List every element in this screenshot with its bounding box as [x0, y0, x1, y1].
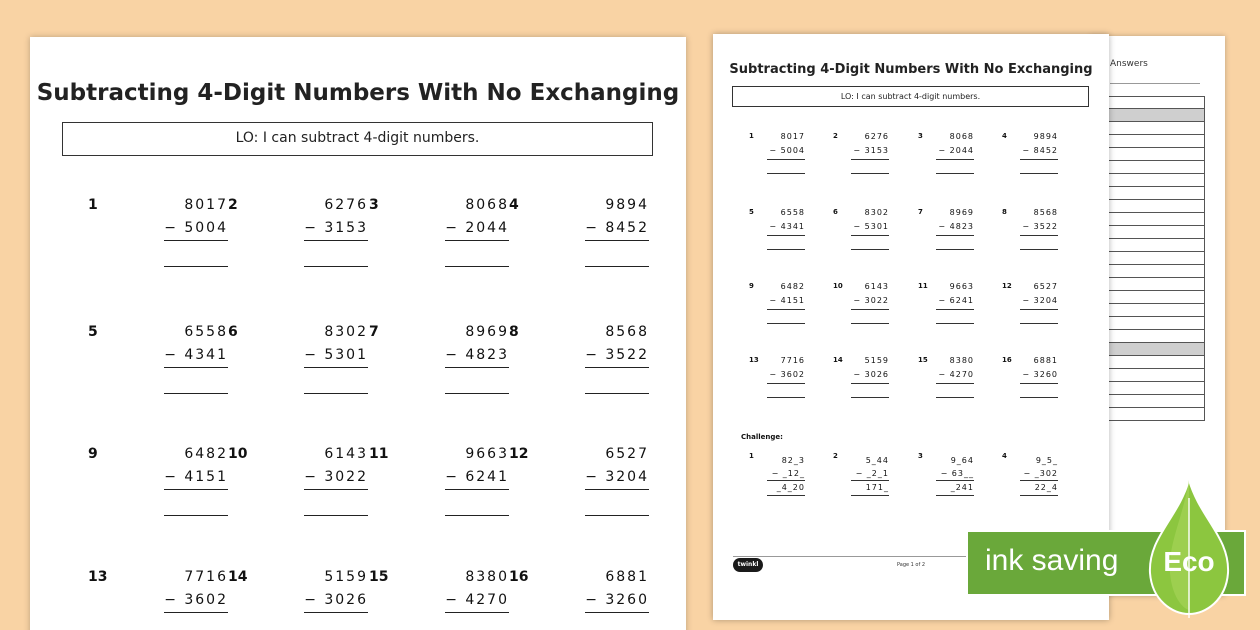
preview-answer-line	[1020, 309, 1058, 310]
question-number: 16	[509, 569, 529, 585]
challenge-result: 171_	[865, 483, 889, 492]
answer-line	[585, 367, 649, 368]
answers-table-row	[1108, 200, 1205, 213]
preview-answer-line	[851, 173, 889, 174]
preview-minuend: 8380	[949, 356, 974, 365]
answer-line	[164, 515, 228, 516]
answers-table-row	[1108, 239, 1205, 252]
question-number: 11	[369, 446, 389, 462]
answers-table-row	[1108, 330, 1205, 343]
question	[509, 197, 649, 287]
preview-answer-line	[1020, 249, 1058, 250]
preview-answer-line	[1020, 235, 1058, 236]
preview-answer-line	[767, 159, 805, 160]
answer-line	[164, 489, 228, 490]
preview-question-number: 8	[1002, 208, 1007, 216]
subtrahend: − 8452	[585, 220, 649, 236]
challenge-number: 1	[749, 452, 754, 460]
preview-question-number: 6	[833, 208, 838, 216]
preview-question	[1002, 132, 1058, 180]
subtrahend: − 4823	[445, 347, 509, 363]
challenge-subtrahend: − _302	[1023, 469, 1058, 478]
answer-line	[304, 393, 368, 394]
question-number: 10	[228, 446, 248, 462]
answers-table-row	[1108, 356, 1205, 369]
question	[369, 197, 509, 287]
challenge-number: 2	[833, 452, 838, 460]
preview-answer-line	[767, 249, 805, 250]
preview-question-number: 12	[1002, 282, 1012, 290]
answers-table-row	[1108, 96, 1205, 109]
page-number: Page 1 of 2	[896, 562, 926, 568]
minuend: 8380	[465, 569, 509, 585]
question	[228, 324, 368, 414]
ink-saving-label: ink saving	[985, 544, 1119, 577]
challenge-number: 4	[1002, 452, 1007, 460]
preview-answer-line	[936, 235, 974, 236]
worksheet-title: Subtracting 4-Digit Numbers With No Exchanging	[36, 80, 680, 106]
answer-line	[585, 240, 649, 241]
answers-table-row	[1108, 148, 1205, 161]
answer-line	[445, 367, 509, 368]
answer-line	[445, 489, 509, 490]
preview-question	[918, 282, 974, 330]
answers-table-row	[1108, 278, 1205, 291]
preview-question	[749, 356, 805, 404]
preview-answer-line	[936, 383, 974, 384]
answer-line	[585, 515, 649, 516]
preview-minuend: 8068	[949, 132, 974, 141]
answer-line	[445, 393, 509, 394]
answer-line	[304, 489, 368, 490]
preview-minuend: 6482	[780, 282, 805, 291]
challenge-minuend: 5_44	[865, 456, 889, 465]
challenge-question	[749, 452, 805, 500]
question-number: 2	[228, 197, 238, 213]
answers-table-row	[1108, 122, 1205, 135]
question-number: 1	[88, 197, 98, 213]
minuend: 6143	[324, 446, 368, 462]
minuend: 6881	[605, 569, 649, 585]
preview-question-number: 13	[749, 356, 759, 364]
preview-subtrahend: − 3204	[1022, 296, 1058, 305]
answer-line	[445, 515, 509, 516]
preview-minuend: 6276	[864, 132, 889, 141]
preview-question	[833, 282, 889, 330]
preview-minuend: 6143	[864, 282, 889, 291]
answers-table-row	[1108, 161, 1205, 174]
minuend: 7716	[184, 569, 228, 585]
preview-question-number: 11	[918, 282, 928, 290]
challenge-line	[767, 480, 805, 481]
preview-answer-line	[851, 397, 889, 398]
minuend: 5159	[324, 569, 368, 585]
preview-question-number: 7	[918, 208, 923, 216]
subtrahend: − 3522	[585, 347, 649, 363]
answers-table-row	[1108, 187, 1205, 200]
preview-subtrahend: − 4341	[769, 222, 805, 231]
question-number: 3	[369, 197, 379, 213]
answers-table-row	[1108, 265, 1205, 278]
preview-subtrahend: − 2044	[938, 146, 974, 155]
challenge-line	[936, 495, 974, 496]
question-number: 14	[228, 569, 248, 585]
answer-line	[304, 266, 368, 267]
answers-table-row	[1108, 109, 1205, 122]
preview-minuend: 8969	[949, 208, 974, 217]
preview-answer-line	[767, 309, 805, 310]
preview-question	[1002, 282, 1058, 330]
preview-subtrahend: − 4151	[769, 296, 805, 305]
preview-minuend: 8017	[780, 132, 805, 141]
minuend: 8068	[465, 197, 509, 213]
question	[369, 446, 509, 536]
question-number: 9	[88, 446, 98, 462]
preview-question	[833, 208, 889, 256]
preview-answer-line	[1020, 173, 1058, 174]
question	[88, 324, 228, 414]
challenge-line	[1020, 480, 1058, 481]
preview-answer-line	[936, 173, 974, 174]
minuend: 9663	[465, 446, 509, 462]
answer-line	[585, 489, 649, 490]
preview-subtrahend: − 6241	[938, 296, 974, 305]
subtrahend: − 4151	[164, 469, 228, 485]
answer-line	[304, 240, 368, 241]
preview-answer-line	[1020, 159, 1058, 160]
preview-answer-line	[851, 383, 889, 384]
minuend: 6482	[184, 446, 228, 462]
preview-answer-line	[936, 309, 974, 310]
preview-question	[833, 132, 889, 180]
minuend: 9894	[605, 197, 649, 213]
answer-line	[304, 515, 368, 516]
question	[509, 446, 649, 536]
preview-minuend: 6558	[780, 208, 805, 217]
preview-minuend: 9663	[949, 282, 974, 291]
question	[228, 446, 368, 536]
preview-answer-line	[767, 323, 805, 324]
question-number: 7	[369, 324, 379, 340]
question	[228, 197, 368, 287]
preview-minuend: 8302	[864, 208, 889, 217]
learning-objective: LO: I can subtract 4-digit numbers.	[62, 122, 653, 156]
answer-line	[585, 393, 649, 394]
preview-question-number: 10	[833, 282, 843, 290]
twinkl-logo: twinkl	[733, 558, 763, 572]
preview-subtrahend: − 3260	[1022, 370, 1058, 379]
subtrahend: − 4270	[445, 592, 509, 608]
subtrahend: − 5004	[164, 220, 228, 236]
subtrahend: − 4341	[164, 347, 228, 363]
preview-question-number: 15	[918, 356, 928, 364]
challenge-result: _4_20	[776, 483, 805, 492]
subtrahend: − 2044	[445, 220, 509, 236]
question-number: 5	[88, 324, 98, 340]
subtrahend: − 3260	[585, 592, 649, 608]
preview-question	[833, 356, 889, 404]
answer-line	[164, 367, 228, 368]
preview-subtrahend: − 3602	[769, 370, 805, 379]
answer-line	[585, 612, 649, 613]
challenge-subtrahend: − _12_	[771, 469, 805, 478]
question	[88, 446, 228, 536]
question	[369, 324, 509, 414]
preview-minuend: 6881	[1033, 356, 1058, 365]
preview-answer-line	[1020, 323, 1058, 324]
subtrahend: − 3204	[585, 469, 649, 485]
challenge-minuend: 9_5_	[1035, 456, 1058, 465]
challenge-line	[936, 480, 974, 481]
preview-question	[1002, 356, 1058, 404]
preview-subtrahend: − 3022	[853, 296, 889, 305]
preview-question	[918, 208, 974, 256]
answers-table-row	[1108, 174, 1205, 187]
question	[88, 197, 228, 287]
challenge-line	[851, 480, 889, 481]
preview-answer-line	[1020, 383, 1058, 384]
answers-table-row	[1108, 304, 1205, 317]
subtrahend: − 6241	[445, 469, 509, 485]
question	[509, 569, 649, 630]
preview-subtrahend: − 4823	[938, 222, 974, 231]
minuend: 8568	[605, 324, 649, 340]
question-number: 15	[369, 569, 389, 585]
preview-answer-line	[936, 249, 974, 250]
challenge-result: 22_4	[1034, 483, 1058, 492]
minuend: 6527	[605, 446, 649, 462]
challenge-subtrahend: − _2_1	[855, 469, 889, 478]
subtrahend: − 5301	[304, 347, 368, 363]
answers-table-row	[1108, 135, 1205, 148]
preview-minuend: 7716	[780, 356, 805, 365]
question-number: 13	[88, 569, 108, 585]
preview-answer-line	[851, 235, 889, 236]
preview-answer-line	[936, 159, 974, 160]
preview-title: Subtracting 4-Digit Numbers With No Exchanging	[729, 62, 1093, 77]
challenge-heading: Challenge:	[741, 433, 783, 441]
answer-line	[445, 240, 509, 241]
answer-line	[304, 612, 368, 613]
preview-subtrahend: − 8452	[1022, 146, 1058, 155]
question	[369, 569, 509, 630]
answers-table-row	[1108, 291, 1205, 304]
preview-subtrahend: − 4270	[938, 370, 974, 379]
preview-subtrahend: − 5004	[769, 146, 805, 155]
question-number: 12	[509, 446, 529, 462]
answer-line	[164, 266, 228, 267]
challenge-line	[767, 495, 805, 496]
preview-question-number: 2	[833, 132, 838, 140]
challenge-minuend: 9_64	[950, 456, 974, 465]
challenge-question	[833, 452, 889, 500]
question	[509, 324, 649, 414]
challenge-subtrahend: − 63__	[940, 469, 974, 478]
answers-table-row	[1108, 317, 1205, 330]
minuend: 8017	[184, 197, 228, 213]
preview-answer-line	[936, 323, 974, 324]
answer-line	[445, 266, 509, 267]
preview-question-number: 1	[749, 132, 754, 140]
minuend: 6558	[184, 324, 228, 340]
preview-learning-objective: LO: I can subtract 4-digit numbers.	[732, 86, 1089, 107]
answers-table-row	[1108, 408, 1205, 421]
preview-question-number: 3	[918, 132, 923, 140]
answers-table	[1108, 96, 1205, 421]
challenge-line	[851, 495, 889, 496]
eco-badge: Eco	[1163, 546, 1215, 577]
answer-line	[585, 266, 649, 267]
answers-table-row	[1108, 382, 1205, 395]
answers-table-row	[1108, 213, 1205, 226]
preview-minuend: 8568	[1033, 208, 1058, 217]
preview-question	[918, 132, 974, 180]
question-number: 8	[509, 324, 519, 340]
preview-subtrahend: − 5301	[853, 222, 889, 231]
answers-title: Answers	[1110, 59, 1148, 69]
preview-answer-line	[851, 309, 889, 310]
challenge-question	[1002, 452, 1058, 500]
question-number: 4	[509, 197, 519, 213]
answers-rule	[1110, 83, 1200, 84]
minuend: 8969	[465, 324, 509, 340]
challenge-question	[918, 452, 974, 500]
answers-table-row	[1108, 395, 1205, 408]
answers-table-row	[1108, 226, 1205, 239]
preview-subtrahend: − 3026	[853, 370, 889, 379]
preview-question-number: 9	[749, 282, 754, 290]
preview-minuend: 9894	[1033, 132, 1058, 141]
answers-table-row	[1108, 343, 1205, 356]
preview-question-number: 14	[833, 356, 843, 364]
preview-subtrahend: − 3153	[853, 146, 889, 155]
preview-question-number: 16	[1002, 356, 1012, 364]
preview-answer-line	[851, 249, 889, 250]
challenge-line	[1020, 495, 1058, 496]
answers-table-row	[1108, 369, 1205, 382]
minuend: 8302	[324, 324, 368, 340]
answer-line	[164, 393, 228, 394]
preview-question	[918, 356, 974, 404]
preview-answer-line	[767, 235, 805, 236]
preview-question	[749, 208, 805, 256]
subtrahend: − 3153	[304, 220, 368, 236]
preview-answer-line	[767, 397, 805, 398]
answer-line	[164, 612, 228, 613]
answer-line	[304, 367, 368, 368]
subtrahend: − 3602	[164, 592, 228, 608]
challenge-result: _241	[950, 483, 974, 492]
answers-table-row	[1108, 252, 1205, 265]
preview-answer-line	[767, 383, 805, 384]
answer-line	[445, 612, 509, 613]
eco-drop	[1148, 478, 1230, 618]
preview-answer-line	[936, 397, 974, 398]
answer-line	[164, 240, 228, 241]
challenge-minuend: 82_3	[781, 456, 805, 465]
preview-question-number: 5	[749, 208, 754, 216]
preview-minuend: 6527	[1033, 282, 1058, 291]
preview-answer-line	[767, 173, 805, 174]
main-worksheet	[30, 37, 686, 630]
preview-question	[1002, 208, 1058, 256]
question	[88, 569, 228, 630]
question-number: 6	[228, 324, 238, 340]
question	[228, 569, 368, 630]
preview-answer-line	[851, 323, 889, 324]
challenge-number: 3	[918, 452, 923, 460]
preview-minuend: 5159	[864, 356, 889, 365]
subtrahend: − 3022	[304, 469, 368, 485]
subtrahend: − 3026	[304, 592, 368, 608]
preview-answer-line	[851, 159, 889, 160]
preview-question	[749, 132, 805, 180]
minuend: 6276	[324, 197, 368, 213]
preview-answer-line	[1020, 397, 1058, 398]
preview-question-number: 4	[1002, 132, 1007, 140]
preview-question	[749, 282, 805, 330]
preview-subtrahend: − 3522	[1022, 222, 1058, 231]
